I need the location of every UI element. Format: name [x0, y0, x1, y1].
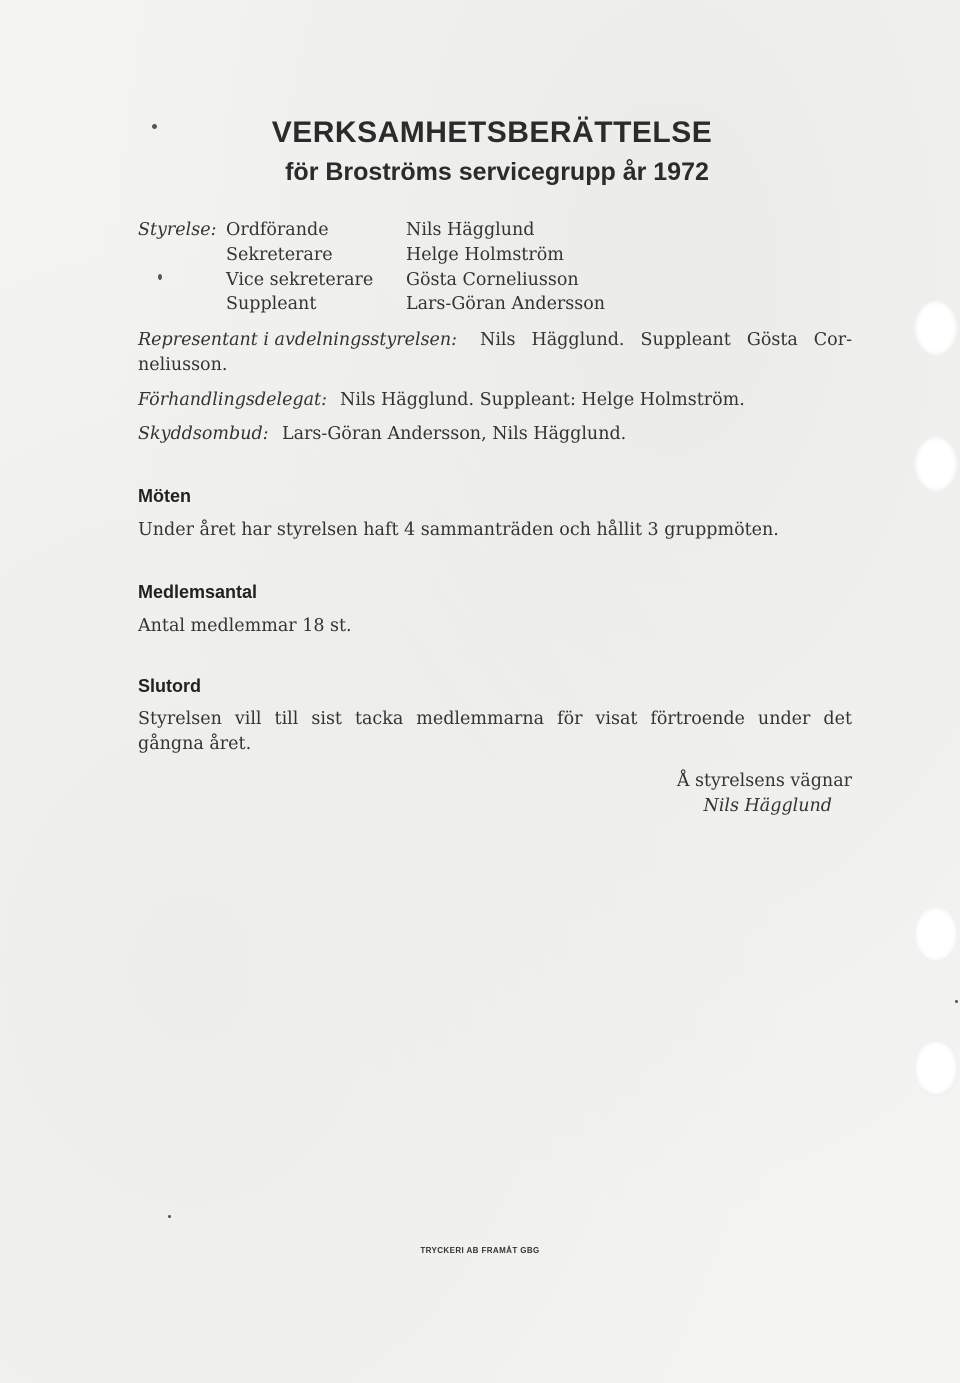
board-role: Ordförande	[226, 220, 329, 240]
members-heading: Medlemsantal	[138, 582, 258, 602]
board-label: Styrelse:	[138, 220, 217, 240]
document-title: VERKSAMHETSBERÄTTELSE	[271, 116, 713, 149]
delegate-label: Förhandlingsdelegat:	[138, 390, 327, 410]
board-role: Vice sekreterare	[226, 270, 374, 290]
board-role: Suppleant	[226, 294, 317, 314]
scan-speck	[158, 274, 162, 280]
meetings-text: Under året har styrelsen haft 4 sammanträden och hållit 3 gruppmöten.	[138, 520, 779, 540]
representative-text: Nils Hägglund. Suppleant Gösta Cor-	[480, 330, 852, 350]
safety-text: Lars-Göran Andersson, Nils Hägglund.	[282, 424, 627, 444]
members-text: Antal medlemmar 18 st.	[138, 616, 352, 636]
board-name: Nils Hägglund	[406, 220, 535, 240]
board-name: Lars-Göran Andersson	[406, 294, 606, 314]
safety-label: Skyddsombud:	[138, 424, 269, 444]
delegate-text: Nils Hägglund. Suppleant: Helge Holmström.	[340, 390, 745, 410]
document-subtitle: för Broströms servicegrupp år 1972	[285, 158, 709, 186]
board-name: Helge Holmström	[406, 245, 564, 265]
closing-text: Styrelsen vill till sist tacka medlemmarna för visat förtroende under det	[138, 709, 852, 729]
punch-hole	[914, 436, 958, 492]
meetings-heading: Möten	[138, 486, 191, 506]
representative-label: Representant i avdelningsstyrelsen:	[138, 330, 458, 350]
printer-imprint: TRYCKERI AB FRAMÅT GBG	[420, 1246, 540, 1255]
closing-text-cont: gångna året.	[138, 734, 252, 754]
board-name: Gösta Corneliusson	[406, 270, 579, 290]
scan-speck	[955, 1000, 958, 1003]
scan-speck	[168, 1215, 171, 1218]
punch-hole	[914, 300, 958, 356]
representative-text-cont: neliusson.	[138, 355, 228, 375]
punch-hole	[914, 906, 958, 962]
punch-hole	[914, 1040, 958, 1096]
signature-on-behalf: Å styrelsens vägnar	[676, 771, 852, 791]
signature-name: Nils Hägglund	[703, 796, 832, 816]
board-role: Sekreterare	[226, 245, 333, 265]
closing-heading: Slutord	[138, 676, 201, 696]
